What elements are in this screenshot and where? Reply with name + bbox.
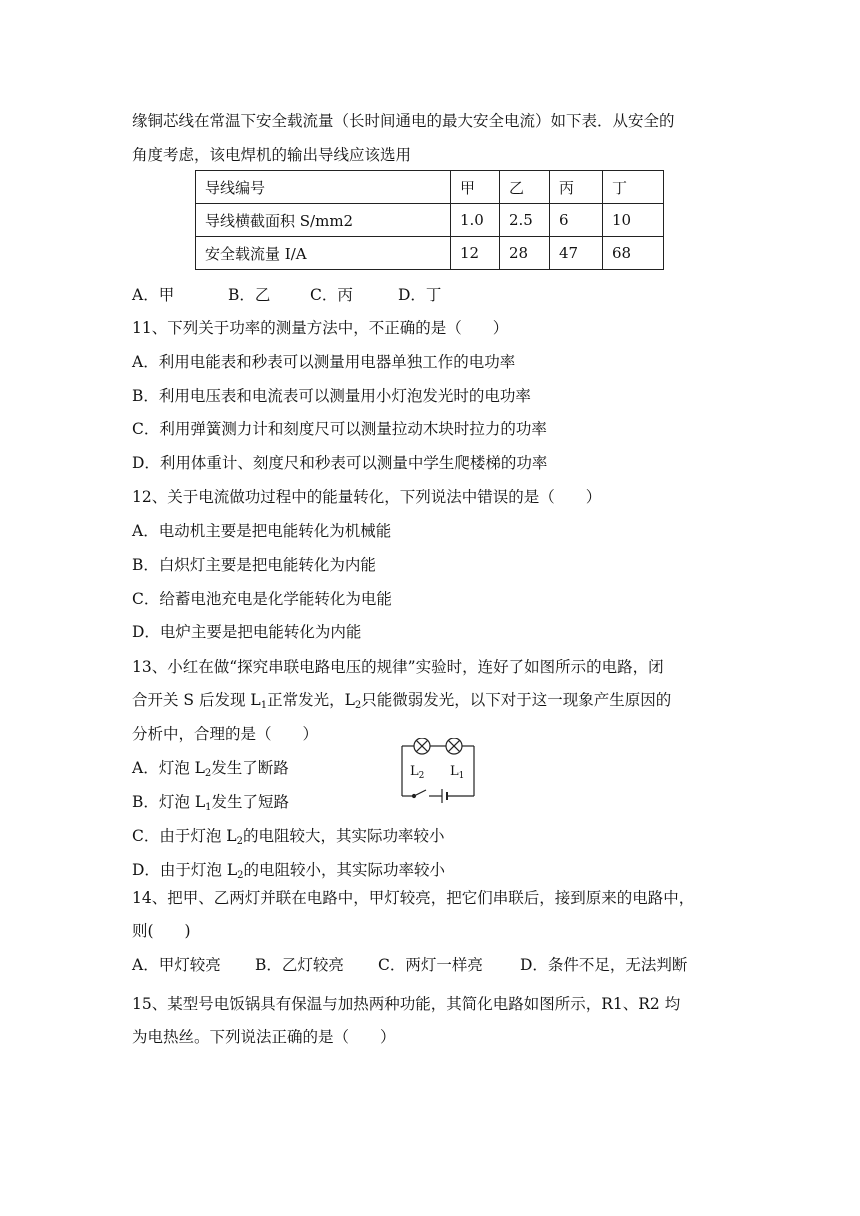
q15-stem-line-1: 15、某型号电饭锅具有保温与加热两种功能，其简化电路如图所示，R1、R2 均 <box>132 995 681 1013</box>
q11-option-b[interactable]: B．利用电压表和电流表可以测量用小灯泡发光时的电功率 <box>132 387 531 405</box>
q11-option-d[interactable]: D．利用体重计、刻度尺和秒表可以测量中学生爬楼梯的功率 <box>132 454 548 472</box>
table-cell: 乙 <box>500 171 550 204</box>
q13-option-b[interactable] <box>132 791 289 819</box>
text-run: 只能微弱发光，以下对于这一现象产生原因的 <box>361 691 672 709</box>
subscript: 2 <box>237 870 244 881</box>
table-cell: 12 <box>451 237 500 270</box>
subscript: 1 <box>205 802 212 813</box>
table-cell: 1.0 <box>451 204 500 237</box>
option-a[interactable]: A．甲 <box>132 286 175 304</box>
subscript: 1 <box>260 700 268 711</box>
text-run: 发生了短路 <box>211 793 290 811</box>
subscript: 2 <box>236 836 243 847</box>
table-cell: 47 <box>550 237 603 270</box>
table-cell: 导线编号 <box>196 171 451 204</box>
text-run: 的电阻较小，其实际功率较小 <box>243 861 446 879</box>
option-c[interactable]: C．两灯一样亮 <box>378 956 483 974</box>
intro-line-2: 角度考虑，该电焊机的输出导线应该选用 <box>132 146 412 164</box>
series-circuit-diagram <box>396 738 480 804</box>
lamp-l2-label <box>410 764 424 781</box>
q11-option-c[interactable]: C．利用弹簧测力计和刻度尺可以测量拉动木块时拉力的功率 <box>132 420 547 438</box>
text-run: A．灯泡 L <box>132 759 205 777</box>
q13-option-c[interactable] <box>132 825 444 853</box>
lamp-l1-label <box>450 764 464 781</box>
table-row <box>196 237 664 270</box>
label-sub: 2 <box>418 771 425 781</box>
wire-spec-table <box>195 170 664 270</box>
q13-option-a[interactable] <box>132 757 289 785</box>
option-d[interactable]: D．条件不足，无法判断 <box>520 956 688 974</box>
table-cell: 28 <box>500 237 550 270</box>
q13-stem-line-1: 13、小红在做“探究串联电路电压的规律”实验时，连好了如图所示的电路，闭 <box>132 658 664 676</box>
table-cell: 6 <box>550 204 603 237</box>
q11-stem: 11、下列关于功率的测量方法中，不正确的是（ ） <box>132 319 509 337</box>
q14-stem-line-2: 则( ) <box>132 922 191 940</box>
table-cell: 导线横截面积 S/mm2 <box>196 204 451 237</box>
table-row <box>196 204 664 237</box>
q13-stem-line-3: 分析中，合理的是（ ） <box>132 725 319 743</box>
q12-option-d[interactable]: D．电炉主要是把电能转化为内能 <box>132 623 362 641</box>
label-text: L <box>450 764 459 779</box>
table-cell: 2.5 <box>500 204 550 237</box>
option-b[interactable]: B．乙 <box>228 286 271 304</box>
option-d[interactable]: D．丁 <box>398 286 442 304</box>
text-run: 的电阻较大，其实际功率较小 <box>242 827 445 845</box>
subscript: 2 <box>354 700 362 711</box>
q12-option-c[interactable]: C．给蓄电池充电是化学能转化为电能 <box>132 590 392 608</box>
table-cell: 丙 <box>550 171 603 204</box>
label-sub: 1 <box>458 771 465 781</box>
text-run: 合开关 S 后发现 L <box>132 691 261 709</box>
q12-option-b[interactable]: B．白炽灯主要是把电能转化为内能 <box>132 556 376 574</box>
table-cell: 甲 <box>451 171 500 204</box>
q10-options <box>132 284 441 306</box>
text-run: B．灯泡 L <box>132 793 206 811</box>
label-text: L <box>410 764 419 779</box>
option-c[interactable]: C．丙 <box>310 286 353 304</box>
q13-option-d[interactable] <box>132 859 445 887</box>
q13-stem-line-2 <box>132 689 671 717</box>
text-run: C．由于灯泡 L <box>132 827 237 845</box>
q11-option-a[interactable]: A．利用电能表和秒表可以测量用电器单独工作的电功率 <box>132 353 516 371</box>
q12-option-a[interactable]: A．电动机主要是把电能转化为机械能 <box>132 522 392 540</box>
table-cell: 68 <box>603 237 664 270</box>
intro-line-1: 缘铜芯线在常温下安全载流量（长时间通电的最大安全电流）如下表．从安全的 <box>132 112 675 130</box>
subscript: 2 <box>204 768 212 779</box>
option-a[interactable]: A．甲灯较亮 <box>132 956 221 974</box>
q12-stem: 12、关于电流做功过程中的能量转化，下列说法中错误的是（ ） <box>132 488 602 506</box>
text-run: 正常发光，L <box>267 691 355 709</box>
table-cell: 丁 <box>603 171 664 204</box>
text-run: 发生了断路 <box>211 759 289 777</box>
q14-options <box>132 954 687 976</box>
table-cell: 10 <box>603 204 664 237</box>
q15-stem-line-2: 为电热丝。下列说法正确的是（ ） <box>132 1028 396 1046</box>
option-b[interactable]: B．乙灯较亮 <box>255 956 344 974</box>
text-run: D．由于灯泡 L <box>132 861 238 879</box>
table-row <box>196 171 664 204</box>
q14-stem-line-1: 14、把甲、乙两灯并联在电路中，甲灯较亮，把它们串联后，接到原来的电路中， <box>132 889 695 907</box>
table-cell: 安全载流量 I/A <box>196 237 451 270</box>
